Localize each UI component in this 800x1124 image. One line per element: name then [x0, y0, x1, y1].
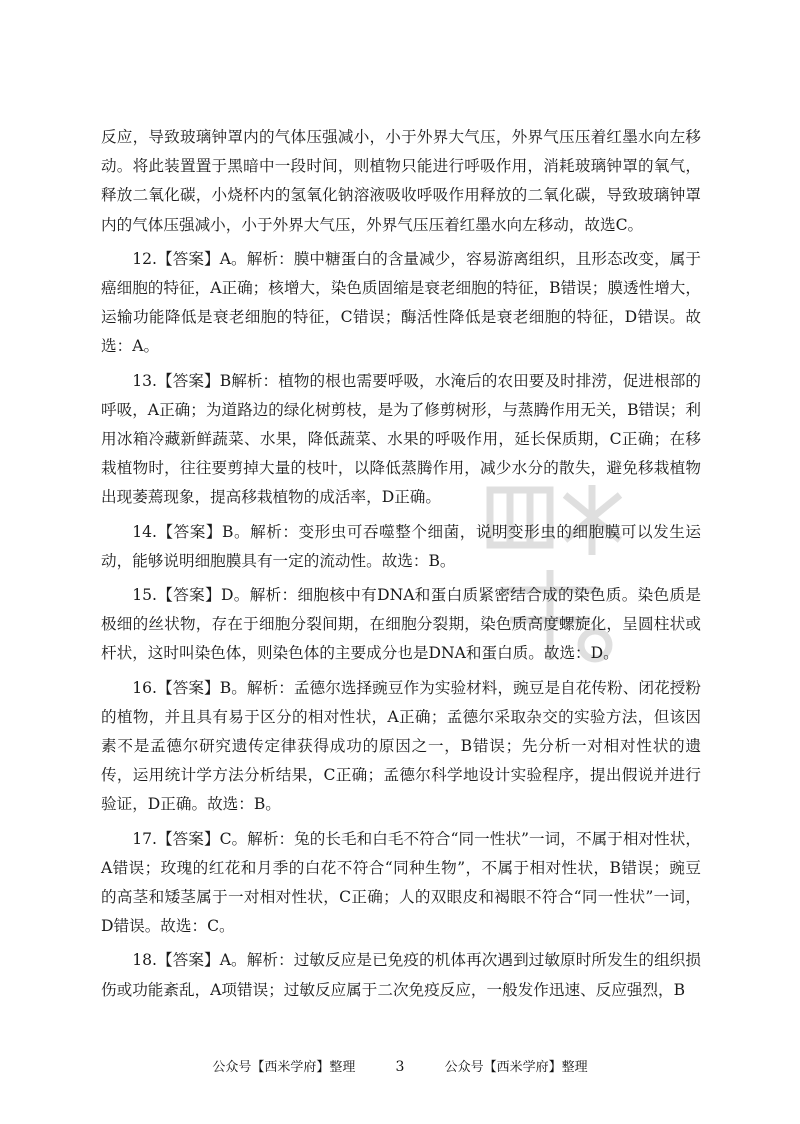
page-number: 3	[395, 1059, 405, 1075]
page-footer	[0, 1056, 800, 1075]
paragraph-continuation: 反应，导致玻璃钟罩内的气体压强减小，小于外界大气压，外界气压压着红墨水向左移动。将此装置置于黑暗中一段时间，则植物只能进行呼吸作用，消耗玻璃钟罩的氧气，释放二氧化碳，小烧杯内的氢氧化钠溶液吸收呼吸作用释放的二氧化碳，导致玻璃钟罩内的气体压强减小，小于外界大气压，外界气压压着红墨水向左移动，故选C。	[101, 128, 701, 234]
answer-12: 12.【答案】A。解析：膜中糖蛋白的含量减少，容易游离组织，且形态改变，属于癌细胞的特征，A正确；核增大，染色质固缩是衰老细胞的特征，B错误；膜透性增大，运输功能降低是衰老细胞的特征，C错误；酶活性降低是衰老细胞的特征，D错误。故选：A。	[101, 249, 701, 356]
footer-left-text: 公众号【西米学府】整理	[212, 1060, 356, 1075]
answer-explanations	[101, 123, 701, 1010]
answer-18: 18.【答案】A。解析：过敏反应是已免疫的机体再次遇到过敏原时所发生的组织损伤或功能紊乱，A项错误；过敏反应属于二次免疫反应，一般发作迅速、反应强烈，B	[101, 951, 701, 999]
answer-16: 16.【答案】B。解析：孟德尔选择豌豆作为实验材料，豌豆是自花传粉、闭花授粉的植物，并且具有易于区分的相对性状，A正确；孟德尔采取杂交的实验方法，但该因素不是孟德尔研究遗传定律获得成功的原因之一，B错误；先分析一对相对性状的遗传，运用统计学方法分析结果，C正确；孟德尔科学地设计实验程序，提出假说并进行验证，D正确。故选：B。	[101, 678, 701, 814]
footer-right-text: 公众号【西米学府】整理	[444, 1060, 588, 1075]
answer-17: 17.【答案】C。解析：兔的长毛和白毛不符合“同一性状”一词，不属于相对性状，A错误；玫瑰的红花和月季的白花不符合“同种生物”，不属于相对性状，B错误；豌豆的高茎和矮茎属于一对相对性状，C正确；人的双眼皮和褐眼不符合“同一性状”一词，D错误。故选：C。	[101, 829, 701, 936]
answer-15: 15.【答案】D。解析：细胞核中有DNA和蛋白质紧密结合成的染色质。染色质是极细的丝状物，存在于细胞分裂间期，在细胞分裂期，染色质高度螺旋化，呈圆柱状或杆状，这时叫染色体，则染色体的主要成分也是DNA和蛋白质。故选：D。	[101, 586, 701, 663]
answer-14: 14.【答案】B。解析：变形虫可吞噬整个细菌，说明变形虫的细胞膜可以发生运动，能够说明细胞膜具有一定的流动性。故选：B。	[101, 522, 701, 570]
answer-13: 13.【答案】B解析：植物的根也需要呼吸，水淹后的农田要及时排涝，促进根部的呼吸，A正确；为道路边的绿化树剪枝，是为了修剪树形，与蒸腾作用无关，B错误；利用冰箱冷藏新鲜蔬菜、水果，降低蔬菜、水果的呼吸作用，延长保质期，C正确；在移栽植物时，往往要剪掉大量的枝叶，以降低蒸腾作用，减少水分的散失，避免移栽植物出现萎蔫现象，提高移栽植物的成活率，D正确。	[101, 371, 701, 507]
